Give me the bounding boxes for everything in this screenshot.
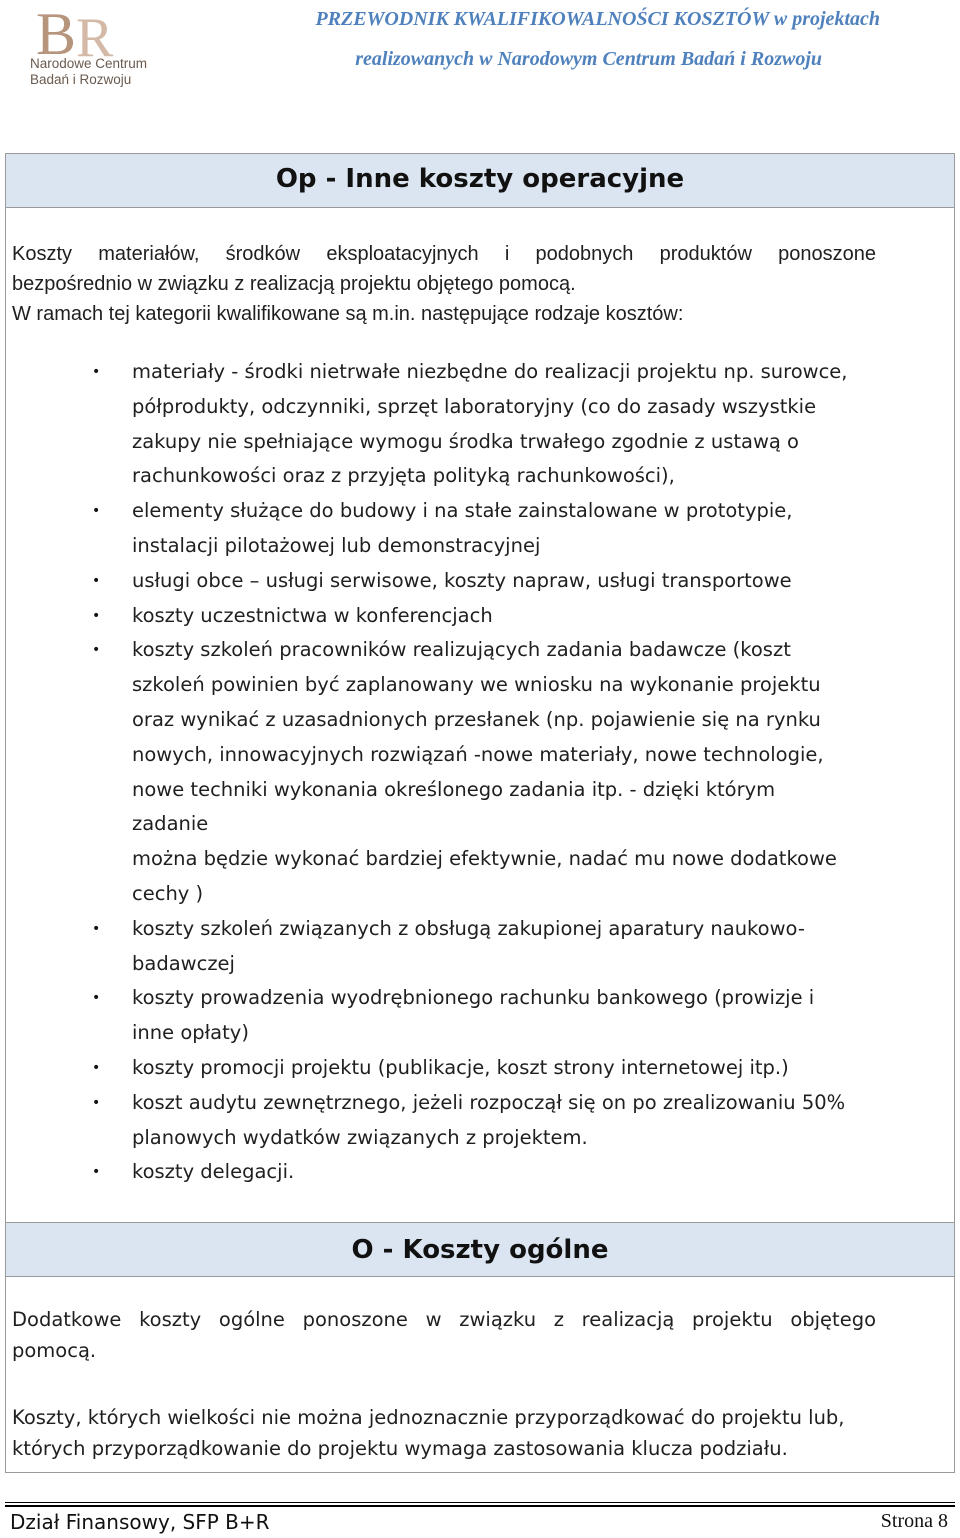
section2-paragraph-2 (12, 1402, 882, 1464)
section-heading: O - Koszty ogólne (351, 1235, 609, 1265)
header-title-line-1: PRZEWODNIK KWALIFIKOWALNOŚCI KOSZTÓW w projektach (315, 8, 880, 30)
list-item-line: rachunkowości oraz z przyjęta polityką rachunkowości), (132, 464, 675, 488)
list-item-line: półprodukty, odczynniki, sprzęt laboratoryjny (co do zasady wszystkie (132, 394, 817, 418)
intro-line: bezpośrednio w związku z realizacją projektu objętego pomocą. (12, 273, 576, 295)
section-header-op (6, 153, 954, 208)
footer-page-number: Strona 8 (880, 1510, 948, 1532)
list-item-line: • koszty delegacji. (132, 1160, 295, 1184)
list-item-line: szkoleń powinien być zaplanowany we wniosku na wykonanie projektu (132, 673, 821, 697)
section2-paragraph-1 (12, 1304, 876, 1366)
svg-text:B: B (36, 4, 77, 64)
list-item-line: • koszty szkoleń pracowników realizujących zadania badawcze (koszt (132, 638, 791, 662)
footer-divider (5, 1502, 955, 1503)
list-item-line: • koszty szkoleń związanych z obsługą zakupionej aparatury naukowo- (132, 916, 805, 940)
list-item-line: • koszty promocji projektu (publikacje, koszt strony internetowej itp.) (132, 1055, 789, 1079)
intro-line: Koszty materiałów, środków eksploatacyjnych i podobnych produktów ponoszone (12, 243, 876, 265)
list-item-line: cechy ) (132, 881, 204, 905)
list-item (92, 494, 852, 564)
list-item (92, 1155, 852, 1190)
list-item-line: nowych, innowacyjnych rozwiązań -nowe materiały, nowe technologie, (132, 742, 824, 766)
ncbr-logo (14, 4, 164, 96)
svg-text:R: R (76, 7, 114, 64)
para-line: których przyporządkowanie do projektu wymaga zastosowania klucza podziału. (12, 1437, 788, 1460)
header-title-line-2: realizowanych w Narodowym Centrum Badań i Rozwoju (355, 48, 822, 70)
list-item-line: nowe techniki wykonania określonego zadania itp. - dzięki którym zadanie (132, 777, 776, 836)
list-item-line: badawczej (132, 951, 235, 975)
section-header-o (6, 1222, 954, 1277)
list-item (92, 355, 852, 494)
list-item (92, 912, 852, 982)
list-item-line: inne opłaty) (132, 1021, 249, 1045)
ncbr-logo-mark (14, 4, 164, 64)
para-line: Dodatkowe koszty ogólne ponoszone w związku z realizacją projektu objętego (12, 1308, 876, 1331)
para-line: Koszty, których wielkości nie można jednoznacznie przyporządkować do projektu lub, (12, 1406, 845, 1429)
list-item-line: • usługi obce – usługi serwisowe, koszty napraw, usługi transportowe (132, 568, 792, 592)
list-item-line: • koszty prowadzenia wyodrębnionego rachunku bankowego (prowizje i (132, 986, 815, 1010)
list-item (92, 564, 852, 599)
list-item (92, 599, 852, 634)
list-item (92, 633, 852, 911)
intro-line: W ramach tej kategorii kwalifikowane są m.in. następujące rodzaje kosztów: (12, 303, 684, 325)
list-item-line: • koszt audytu zewnętrznego, jeżeli rozpoczął się on po zrealizowaniu 50% (132, 1090, 846, 1114)
list-item (92, 1086, 852, 1156)
list-item-line: planowych wydatków związanych z projektem. (132, 1125, 588, 1149)
logo-line-2: Badań i Rozwoju (30, 72, 132, 87)
footer-department: Dział Finansowy, SFP B+R (10, 1510, 270, 1534)
section-intro (12, 239, 876, 329)
list-item-line: • materiały - środki nietrwałe niezbędne do realizacji projektu np. surowce, (132, 360, 848, 383)
list-item-line: można będzie wykonać bardziej efektywnie, nadać mu nowe dodatkowe (132, 847, 837, 871)
list-item-line: • koszty uczestnictwa w konferencjach (132, 603, 493, 627)
logo-line-1: Narodowe Centrum (30, 56, 148, 71)
section-heading: Op - Inne koszty operacyjne (275, 164, 685, 194)
para-line: pomocą. (12, 1339, 97, 1362)
list-item-line: oraz wynikać z uzasadnionych przesłanek (np. pojawienie się na rynku (132, 707, 821, 731)
list-item-line: • elementy służące do budowy i na stałe zainstalowane w prototypie, (132, 499, 793, 523)
logo-text (30, 56, 147, 88)
footer-divider-thick (5, 1505, 955, 1507)
list-item-line: zakupy nie spełniające wymogu środka trwałego zgodnie z ustawą o (132, 429, 799, 453)
list-item (92, 981, 852, 1051)
list-item (92, 1051, 852, 1086)
cost-list (92, 355, 852, 1190)
content-table (5, 153, 955, 1473)
list-item-line: instalacji pilotażowej lub demonstracyjnej (132, 533, 541, 557)
